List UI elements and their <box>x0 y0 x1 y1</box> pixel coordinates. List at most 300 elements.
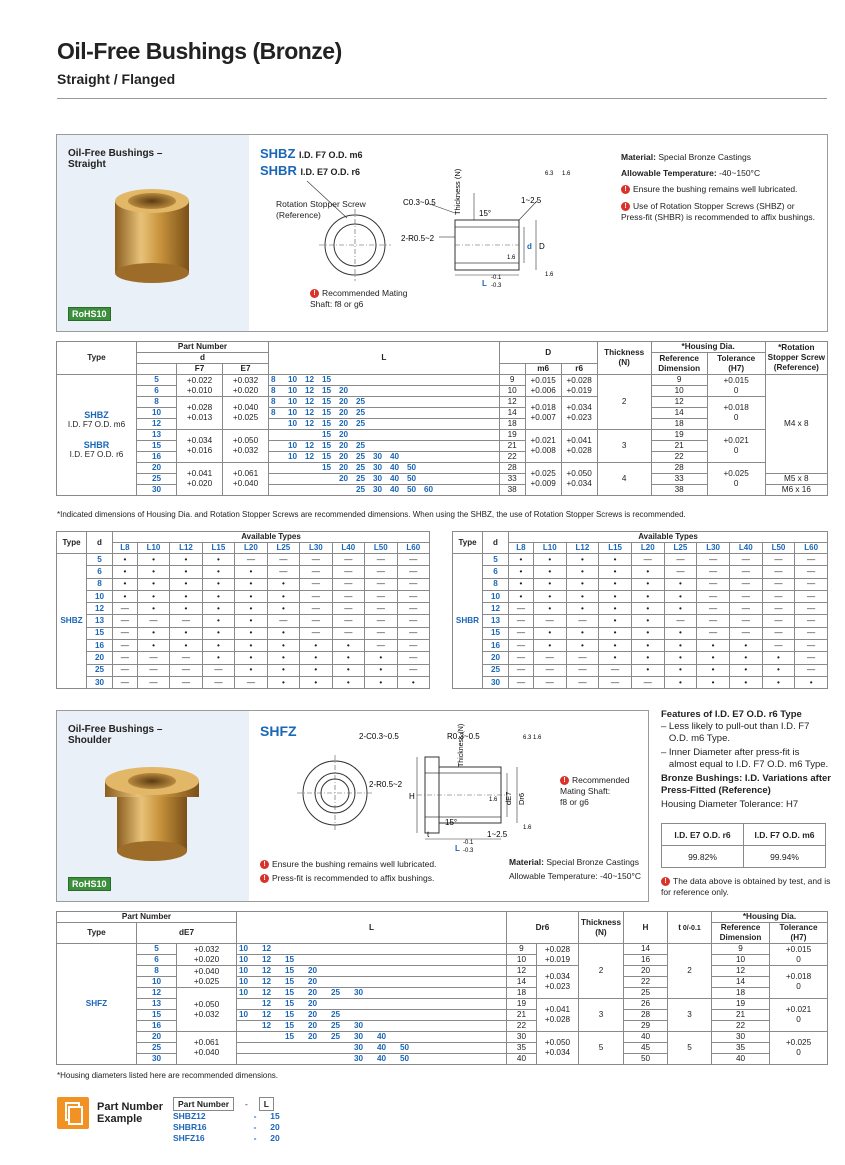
shfz-dim-thickness: Thickness (N) <box>458 723 465 767</box>
table-row <box>453 664 828 676</box>
example-L: 15 <box>270 1111 280 1121</box>
dim-1-2-5: 1~2.5 <box>521 196 542 205</box>
housing-ref-dim: 9 <box>651 375 707 386</box>
L-value: 15 <box>285 988 295 997</box>
available-dot: • <box>267 664 299 676</box>
housing-ref-dim: 21 <box>651 441 707 452</box>
thickness-value: 2 <box>578 944 623 999</box>
table-row <box>453 554 828 566</box>
available-dot: • <box>533 554 566 566</box>
d-value: 15 <box>137 1010 177 1021</box>
L-value: 10 <box>239 977 249 986</box>
shoulder-material-label: Material: <box>509 857 544 867</box>
L-value: 30 <box>373 474 383 483</box>
table-row <box>453 590 828 602</box>
available-dot: • <box>332 652 364 664</box>
d-value: 10 <box>87 590 113 602</box>
L-value: 12 <box>262 988 272 997</box>
E7-tolerance: +0.061 +0.040 <box>177 1032 237 1065</box>
available-dot: • <box>170 578 202 590</box>
L-value: 40 <box>377 1032 387 1041</box>
L-value: 20 <box>308 966 318 975</box>
available-dot: • <box>599 615 632 627</box>
L-value: 8 <box>271 408 276 417</box>
d-value: 13 <box>483 615 509 627</box>
not-available-dash: — <box>697 554 730 566</box>
available-dot: • <box>697 676 730 688</box>
Dr6-value: 18 <box>506 988 536 999</box>
L-value: 10 <box>239 1010 249 1019</box>
not-available-dash: — <box>697 603 730 615</box>
shbr-col-l25: L25 <box>664 543 697 554</box>
L-value: 15 <box>322 463 332 472</box>
available-dot: • <box>664 590 697 602</box>
available-dot: • <box>113 590 138 602</box>
available-dot: • <box>300 652 332 664</box>
r6-tolerance: +0.028 +0.019 <box>561 375 597 397</box>
L-value: 30 <box>354 1043 364 1052</box>
example-part-number: SHFZ16 <box>173 1133 205 1143</box>
not-available-dash: — <box>664 554 697 566</box>
table-row <box>57 1043 828 1054</box>
D-value: 19 <box>499 430 525 441</box>
available-dot: • <box>664 664 697 676</box>
L-value: 30 <box>354 1054 364 1063</box>
table-row <box>57 375 828 386</box>
available-dot: • <box>566 640 599 652</box>
warning-icon: ! <box>560 776 569 785</box>
available-dot: • <box>631 615 664 627</box>
available-dot: • <box>202 554 234 566</box>
h7-tolerance: +0.025 0 <box>770 1032 828 1065</box>
title-divider <box>57 98 827 99</box>
m6-tolerance: +0.018 +0.007 <box>525 397 561 430</box>
thickness-value: 3 <box>578 999 623 1032</box>
L-value: 15 <box>322 430 332 439</box>
available-dot: • <box>697 652 730 664</box>
type-shbr-spec: I.D. E7 O.D. r6 <box>69 450 124 459</box>
available-dot: • <box>235 603 267 615</box>
housing-ref-dim: 18 <box>651 419 707 430</box>
th-rotation-screw: *Rotation Stopper Screw (Reference) <box>765 342 827 375</box>
available-dot: • <box>599 554 632 566</box>
type-cell <box>57 375 137 496</box>
not-available-dash: — <box>365 590 397 602</box>
th-F7: F7 <box>177 364 223 375</box>
L-value: 25 <box>356 452 366 461</box>
D-value: 14 <box>499 408 525 419</box>
d-value: 30 <box>137 1054 177 1065</box>
d-value: 12 <box>87 603 113 615</box>
not-available-dash: — <box>113 652 138 664</box>
warning-icon: ! <box>661 877 670 886</box>
warning-icon: ! <box>621 202 630 211</box>
thickness-value: 5 <box>578 1032 623 1065</box>
L-value: 15 <box>285 955 295 964</box>
L-value: 20 <box>308 1021 318 1030</box>
not-available-dash: — <box>113 664 138 676</box>
available-dot: • <box>533 640 566 652</box>
L-values <box>237 1032 507 1043</box>
available-dot: • <box>202 590 234 602</box>
D-value: 28 <box>499 463 525 474</box>
table-row <box>57 1021 828 1032</box>
th-L: L <box>269 342 500 375</box>
available-dot: • <box>267 652 299 664</box>
shoulder-temp: Allowable Temperature: -40~150°C <box>509 871 641 881</box>
available-dot: • <box>631 603 664 615</box>
straight-rohs-badge: RoHS10 <box>68 307 111 321</box>
available-dot: • <box>566 590 599 602</box>
d-value: 25 <box>483 664 509 676</box>
available-dot: • <box>664 603 697 615</box>
shfz-dim-L: L <box>455 844 460 853</box>
not-available-dash: — <box>762 615 795 627</box>
straight-panel-title: Oil-Free Bushings – Straight <box>68 148 163 170</box>
shfz-dim-chamfer: 2-C0.3~0.5 <box>359 732 399 741</box>
L-value: 25 <box>356 463 366 472</box>
not-available-dash: — <box>729 603 762 615</box>
h7-tolerance: +0.025 0 <box>707 463 765 496</box>
L-value: 12 <box>262 999 272 1008</box>
r6-tolerance: +0.034 +0.023 <box>561 397 597 430</box>
not-available-dash: — <box>762 640 795 652</box>
not-available-dash: — <box>795 578 828 590</box>
H-value: 45 <box>624 1043 668 1054</box>
not-available-dash: — <box>397 627 429 639</box>
features-bullet-2: – Inner Diameter after press-fit is almost equal to I.D. F7 O.D. m6 Type. <box>661 747 829 770</box>
available-dot: • <box>533 578 566 590</box>
not-available-dash: — <box>509 664 534 676</box>
dim-D: D <box>539 242 545 251</box>
straight-bushing-image <box>97 183 207 293</box>
L-value: 15 <box>322 419 332 428</box>
available-dot: • <box>235 627 267 639</box>
not-available-dash: — <box>397 664 429 676</box>
not-available-dash: — <box>397 652 429 664</box>
L-value: 10 <box>239 988 249 997</box>
type-shbz: SHBZ <box>84 410 109 420</box>
table-row <box>57 1032 828 1043</box>
d-value: 20 <box>137 463 177 474</box>
L-values <box>269 430 500 441</box>
table2-footnote: *Housing diameters listed here are recommended dimensions. <box>57 1071 278 1080</box>
shbr-col-l30: L30 <box>697 543 730 554</box>
d-value: 8 <box>87 578 113 590</box>
shbz-type-cell: SHBZ <box>57 554 87 689</box>
example-table <box>173 1097 285 1144</box>
not-available-dash: — <box>397 603 429 615</box>
available-dot: • <box>566 578 599 590</box>
rotation-stopper-label: Rotation Stopper Screw (Reference) <box>276 199 366 220</box>
th-t-tolerance: 0/-0.1 <box>680 924 701 932</box>
h7-tolerance: +0.015 0 <box>770 944 828 966</box>
thickness-value: 4 <box>597 463 651 496</box>
material-value: Special Bronze Castings <box>658 152 751 162</box>
m6-tolerance: +0.015 +0.006 <box>525 375 561 397</box>
available-dot: • <box>113 578 138 590</box>
straight-material <box>621 152 751 163</box>
straight-mating-text: Recommended Mating Shaft: f8 or g6 <box>310 288 408 309</box>
L-values <box>269 397 500 408</box>
d-value: 10 <box>483 590 509 602</box>
th-t <box>668 912 712 944</box>
shoulder-material <box>509 857 639 868</box>
L-value: 25 <box>331 1010 341 1019</box>
available-dot: • <box>137 640 169 652</box>
L-values <box>269 474 500 485</box>
available-dot: • <box>631 627 664 639</box>
straight-note-2 <box>621 201 815 223</box>
available-dot: • <box>235 652 267 664</box>
available-dot: • <box>533 566 566 578</box>
L-value: 15 <box>322 408 332 417</box>
not-available-dash: — <box>631 676 664 688</box>
available-dot: • <box>729 664 762 676</box>
d-value: 10 <box>137 977 177 988</box>
dim-tol1: -0.1 <box>491 275 502 281</box>
shfz-dim-dE7: dE7 <box>504 791 513 805</box>
not-available-dash: — <box>795 664 828 676</box>
L-value: 10 <box>288 441 298 450</box>
D-value: 33 <box>499 474 525 485</box>
features-note-text: The data above is obtained by test, and is for reference only. <box>661 876 831 897</box>
th-housing: *Housing Dia. <box>712 912 828 923</box>
L-value: 20 <box>308 1010 318 1019</box>
L-value: 20 <box>339 408 349 417</box>
table-row <box>453 615 828 627</box>
shbz-col-l40: L40 <box>332 543 364 554</box>
L-value: 50 <box>407 463 417 472</box>
dim-rough-b: 1.6 <box>545 272 554 278</box>
available-dot: • <box>566 603 599 615</box>
not-available-dash: — <box>795 590 828 602</box>
not-available-dash: — <box>509 615 534 627</box>
L-value: 15 <box>322 452 332 461</box>
d-value: 16 <box>483 640 509 652</box>
shbr-col-l15: L15 <box>599 543 632 554</box>
L-value: 12 <box>305 452 315 461</box>
th-type: Type <box>57 342 137 375</box>
not-available-dash: — <box>397 566 429 578</box>
available-dot: • <box>365 652 397 664</box>
not-available-dash: — <box>365 554 397 566</box>
example-row <box>173 1111 285 1122</box>
r6-tolerance: +0.050 +0.034 <box>561 463 597 496</box>
L-value: 12 <box>305 375 315 384</box>
L-value: 10 <box>288 386 298 395</box>
not-available-dash: — <box>235 554 267 566</box>
example-rows <box>173 1111 285 1144</box>
shbz-col-l20: L20 <box>235 543 267 554</box>
table-row <box>57 988 828 999</box>
table-row <box>57 554 430 566</box>
not-available-dash: — <box>729 578 762 590</box>
not-available-dash: — <box>202 664 234 676</box>
not-available-dash: — <box>113 627 138 639</box>
d-value: 8 <box>137 966 177 977</box>
F7-tolerance: +0.041 +0.020 <box>177 463 223 496</box>
not-available-dash: — <box>365 566 397 578</box>
not-available-dash: — <box>509 627 534 639</box>
available-dot: • <box>267 590 299 602</box>
type-shbz-spec: I.D. F7 O.D. m6 <box>67 420 126 429</box>
housing-ref-dim: 21 <box>712 1010 770 1021</box>
d-value: 6 <box>137 386 177 397</box>
table-row <box>57 627 430 639</box>
temp-label: Allowable Temperature: <box>621 168 717 178</box>
L-value: 40 <box>377 1043 387 1052</box>
th-t-label: t <box>678 922 681 932</box>
h7-tolerance: +0.018 0 <box>770 966 828 999</box>
straight-temp <box>621 168 760 179</box>
L-value: 20 <box>308 977 318 986</box>
Dr6-value: 35 <box>506 1043 536 1054</box>
L-value: 25 <box>356 441 366 450</box>
d-value: 15 <box>483 627 509 639</box>
d-value: 20 <box>87 652 113 664</box>
not-available-dash: — <box>365 615 397 627</box>
available-dot: • <box>137 627 169 639</box>
shbz-spec: I.D. F7 O.D. m6 <box>299 150 363 160</box>
not-available-dash: — <box>697 566 730 578</box>
housing-ref-dim: 33 <box>651 474 707 485</box>
D-value: 12 <box>499 397 525 408</box>
H-value: 28 <box>624 1010 668 1021</box>
not-available-dash: — <box>300 615 332 627</box>
available-dot: • <box>202 615 234 627</box>
available-dot: • <box>762 676 795 688</box>
housing-ref-dim: 9 <box>712 944 770 955</box>
example-pn-header: Part Number <box>173 1097 234 1111</box>
th-L: L <box>237 912 507 944</box>
not-available-dash: — <box>533 615 566 627</box>
available-dot: • <box>300 664 332 676</box>
table-row <box>453 640 828 652</box>
not-available-dash: — <box>566 664 599 676</box>
shoulder-panel-title: Oil-Free Bushings – Shoulder <box>68 724 163 746</box>
example-L-header: L <box>259 1097 274 1111</box>
not-available-dash: — <box>113 603 138 615</box>
val-e7r6: 99.82% <box>662 846 744 868</box>
available-dot: • <box>509 566 534 578</box>
L-value: 30 <box>373 485 383 494</box>
L-value: 15 <box>285 977 295 986</box>
not-available-dash: — <box>697 615 730 627</box>
r6-tolerance: +0.041 +0.028 <box>561 430 597 463</box>
shbz-th-type: Type <box>57 532 87 554</box>
L-value: 12 <box>305 408 315 417</box>
L-value: 15 <box>285 1032 295 1041</box>
L-value: 15 <box>322 386 332 395</box>
table-row <box>57 955 828 966</box>
th-tolerance: Tolerance (H7) <box>770 923 828 944</box>
L-value: 8 <box>271 386 276 395</box>
id-variation-table <box>661 823 826 868</box>
housing-ref-dim: 14 <box>651 408 707 419</box>
d-value: 13 <box>87 615 113 627</box>
L-value: 20 <box>339 463 349 472</box>
d-value: 30 <box>137 485 177 496</box>
available-dot: • <box>332 664 364 676</box>
not-available-dash: — <box>762 578 795 590</box>
val-f7m6: 99.94% <box>744 846 826 868</box>
L-value: 12 <box>305 386 315 395</box>
not-available-dash: — <box>137 676 169 688</box>
available-dot: • <box>664 640 697 652</box>
L-value: 20 <box>308 999 318 1008</box>
table-row <box>57 977 828 988</box>
L-values <box>269 452 500 463</box>
available-dot: • <box>509 590 534 602</box>
warning-icon: ! <box>260 860 269 869</box>
L-value: 10 <box>288 419 298 428</box>
L-value: 12 <box>305 419 315 428</box>
rough-symbol-2: 1.6 <box>562 171 571 177</box>
L-value: 20 <box>339 430 349 439</box>
shoulder-bushing-image <box>95 761 215 871</box>
L-value: 10 <box>239 944 249 953</box>
example-L: 20 <box>270 1133 280 1143</box>
housing-ref-dim: 14 <box>712 977 770 988</box>
L-values <box>269 485 500 496</box>
not-available-dash: — <box>113 676 138 688</box>
not-available-dash: — <box>509 676 534 688</box>
th-thickness: Thickness (N) <box>578 912 623 944</box>
shbr-col-l20: L20 <box>631 543 664 554</box>
L-values <box>269 386 500 397</box>
available-dot: • <box>599 652 632 664</box>
shoulder-panel <box>56 710 649 902</box>
housing-ref-dim: 12 <box>651 397 707 408</box>
temp-value: -40~150°C <box>719 168 761 178</box>
L-value: 15 <box>285 1021 295 1030</box>
not-available-dash: — <box>170 664 202 676</box>
not-available-dash: — <box>170 676 202 688</box>
available-dot: • <box>566 554 599 566</box>
type-shbr: SHBR <box>83 440 110 450</box>
not-available-dash: — <box>332 615 364 627</box>
straight-spec-table <box>56 341 828 496</box>
available-dot: • <box>599 640 632 652</box>
available-dot: • <box>533 590 566 602</box>
available-dot: • <box>170 603 202 615</box>
available-dot: • <box>170 627 202 639</box>
features-note <box>661 876 830 898</box>
not-available-dash: — <box>795 603 828 615</box>
d-value: 13 <box>137 430 177 441</box>
straight-note-1 <box>621 184 797 195</box>
not-available-dash: — <box>762 603 795 615</box>
L-value: 10 <box>239 955 249 964</box>
L-value: 10 <box>288 375 298 384</box>
features-bullet-1: – Less likely to pull-out than I.D. F7 O.D. m6 Type. <box>661 721 810 744</box>
L-values <box>237 999 507 1010</box>
d-value: 16 <box>137 1021 177 1032</box>
available-dot: • <box>631 640 664 652</box>
housing-ref-dim: 19 <box>712 999 770 1010</box>
example-dash-header: - <box>244 1099 248 1109</box>
available-dot: • <box>566 566 599 578</box>
available-dot: • <box>267 627 299 639</box>
L-values <box>269 419 500 430</box>
not-available-dash: — <box>300 627 332 639</box>
L-value: 15 <box>322 397 332 406</box>
warning-icon: ! <box>621 185 630 194</box>
available-dot: • <box>631 590 664 602</box>
available-dot: • <box>137 578 169 590</box>
not-available-dash: — <box>762 590 795 602</box>
